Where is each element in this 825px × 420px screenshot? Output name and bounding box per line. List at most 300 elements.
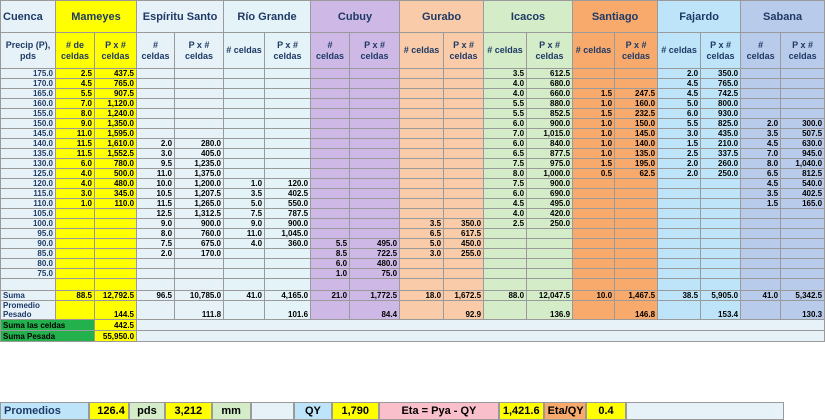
celdas-cell[interactable]: [400, 269, 444, 279]
px-cell[interactable]: 480.0: [95, 179, 137, 189]
px-cell[interactable]: 660.0: [527, 89, 573, 99]
px-cell[interactable]: 1,265.0: [175, 199, 224, 209]
px-cell[interactable]: [781, 249, 825, 259]
px-cell[interactable]: [527, 239, 573, 249]
empty-cell[interactable]: [400, 301, 444, 320]
celdas-cell[interactable]: [311, 149, 350, 159]
celdas-cell[interactable]: [573, 179, 615, 189]
celdas-cell[interactable]: 4.5: [741, 139, 781, 149]
px-cell[interactable]: [444, 159, 484, 169]
promedios-pds-value[interactable]: 126.4: [89, 402, 129, 420]
suma-cell[interactable]: 5,905.0: [701, 291, 741, 301]
celdas-cell[interactable]: 1.0: [573, 129, 615, 139]
celdas-cell[interactable]: [741, 99, 781, 109]
px-cell[interactable]: 145.0: [615, 129, 658, 139]
px-cell[interactable]: 840.0: [527, 139, 573, 149]
px-cell[interactable]: 550.0: [265, 199, 311, 209]
px-cell[interactable]: [265, 109, 311, 119]
celdas-cell[interactable]: 4.5: [741, 179, 781, 189]
header-celdas[interactable]: # celdas: [137, 33, 175, 69]
px-cell[interactable]: [444, 119, 484, 129]
precip-cell[interactable]: 130.0: [1, 159, 56, 169]
celdas-cell[interactable]: 6.0: [484, 189, 527, 199]
celdas-cell[interactable]: 3.0: [658, 129, 701, 139]
eta-value[interactable]: 1,421.6: [499, 402, 544, 420]
px-cell[interactable]: 617.5: [444, 229, 484, 239]
px-cell[interactable]: 787.5: [265, 209, 311, 219]
px-cell[interactable]: 140.0: [615, 139, 658, 149]
px-cell[interactable]: [615, 189, 658, 199]
celdas-cell[interactable]: [400, 109, 444, 119]
px-cell[interactable]: [527, 259, 573, 269]
px-cell[interactable]: [444, 109, 484, 119]
px-cell[interactable]: 500.0: [95, 169, 137, 179]
empty-cell[interactable]: [741, 279, 781, 291]
celdas-cell[interactable]: [224, 69, 265, 79]
px-cell[interactable]: 255.0: [444, 249, 484, 259]
px-cell[interactable]: [175, 69, 224, 79]
suma-cell[interactable]: 4,165.0: [265, 291, 311, 301]
px-cell[interactable]: [265, 99, 311, 109]
celdas-cell[interactable]: [311, 229, 350, 239]
precip-cell[interactable]: 100.0: [1, 219, 56, 229]
px-cell[interactable]: [527, 229, 573, 239]
px-cell[interactable]: 247.5: [615, 89, 658, 99]
header-celdas[interactable]: # celdas: [311, 33, 350, 69]
precip-cell[interactable]: 150.0: [1, 119, 56, 129]
celdas-cell[interactable]: [56, 229, 95, 239]
celdas-cell[interactable]: 5.0: [224, 199, 265, 209]
px-cell[interactable]: [175, 269, 224, 279]
empty-cell[interactable]: [484, 301, 527, 320]
celdas-cell[interactable]: [400, 99, 444, 109]
celdas-cell[interactable]: 6.5: [400, 229, 444, 239]
celdas-cell[interactable]: [573, 239, 615, 249]
px-cell[interactable]: 165.0: [781, 199, 825, 209]
px-cell[interactable]: 812.5: [781, 169, 825, 179]
px-cell[interactable]: 907.5: [95, 89, 137, 99]
celdas-cell[interactable]: [400, 209, 444, 219]
px-cell[interactable]: [701, 229, 741, 239]
celdas-cell[interactable]: 8.0: [741, 159, 781, 169]
header-precip[interactable]: Precip (P), pds: [1, 33, 56, 69]
px-cell[interactable]: 675.0: [175, 239, 224, 249]
px-cell[interactable]: 1,207.5: [175, 189, 224, 199]
celdas-cell[interactable]: [311, 119, 350, 129]
header-px[interactable]: P x # celdas: [781, 33, 825, 69]
header-celdas[interactable]: # celdas: [573, 33, 615, 69]
suma-celdas-value[interactable]: 442.5: [95, 320, 137, 331]
qy-value[interactable]: 1,790: [332, 402, 379, 420]
px-cell[interactable]: 900.0: [527, 179, 573, 189]
px-cell[interactable]: [265, 259, 311, 269]
celdas-cell[interactable]: [311, 129, 350, 139]
px-cell[interactable]: 765.0: [701, 79, 741, 89]
celdas-cell[interactable]: [741, 249, 781, 259]
celdas-cell[interactable]: [573, 209, 615, 219]
px-cell[interactable]: [701, 239, 741, 249]
empty-cell[interactable]: [527, 279, 573, 291]
px-cell[interactable]: 135.0: [615, 149, 658, 159]
celdas-cell[interactable]: [137, 119, 175, 129]
px-cell[interactable]: [95, 239, 137, 249]
celdas-cell[interactable]: 3.5: [484, 69, 527, 79]
px-cell[interactable]: [444, 99, 484, 109]
celdas-cell[interactable]: [400, 189, 444, 199]
promedio-label[interactable]: Promedio Pesado: [1, 301, 56, 320]
promedio-cell[interactable]: 153.4: [701, 301, 741, 320]
celdas-cell[interactable]: [400, 89, 444, 99]
px-cell[interactable]: 945.0: [781, 149, 825, 159]
pds-unit[interactable]: pds: [129, 402, 165, 420]
celdas-cell[interactable]: [658, 219, 701, 229]
px-cell[interactable]: [350, 179, 400, 189]
px-cell[interactable]: [781, 79, 825, 89]
empty-cell[interactable]: [444, 279, 484, 291]
px-cell[interactable]: 680.0: [527, 79, 573, 89]
px-cell[interactable]: [265, 269, 311, 279]
px-cell[interactable]: [350, 189, 400, 199]
px-cell[interactable]: [350, 79, 400, 89]
celdas-cell[interactable]: [400, 159, 444, 169]
px-cell[interactable]: 280.0: [175, 139, 224, 149]
px-cell[interactable]: [444, 129, 484, 139]
celdas-cell[interactable]: 4.0: [484, 209, 527, 219]
celdas-cell[interactable]: [573, 229, 615, 239]
celdas-cell[interactable]: [311, 199, 350, 209]
px-cell[interactable]: [444, 209, 484, 219]
celdas-cell[interactable]: 7.0: [484, 129, 527, 139]
celdas-cell[interactable]: [311, 99, 350, 109]
suma-cell[interactable]: 38.5: [658, 291, 701, 301]
px-cell[interactable]: 800.0: [701, 99, 741, 109]
celdas-cell[interactable]: 2.0: [741, 119, 781, 129]
px-cell[interactable]: [701, 259, 741, 269]
px-cell[interactable]: 1,040.0: [781, 159, 825, 169]
px-cell[interactable]: [265, 159, 311, 169]
celdas-cell[interactable]: [311, 89, 350, 99]
px-cell[interactable]: [701, 189, 741, 199]
px-cell[interactable]: [265, 89, 311, 99]
precip-cell[interactable]: 115.0: [1, 189, 56, 199]
px-cell[interactable]: 825.0: [701, 119, 741, 129]
px-cell[interactable]: 62.5: [615, 169, 658, 179]
celdas-cell[interactable]: [484, 229, 527, 239]
px-cell[interactable]: [615, 229, 658, 239]
px-cell[interactable]: 120.0: [265, 179, 311, 189]
precip-cell[interactable]: 165.0: [1, 89, 56, 99]
celdas-cell[interactable]: [573, 79, 615, 89]
empty-cell[interactable]: [311, 279, 350, 291]
celdas-cell[interactable]: [56, 249, 95, 259]
header-celdas[interactable]: # celdas: [400, 33, 444, 69]
suma-cell[interactable]: 1,772.5: [350, 291, 400, 301]
empty-cell[interactable]: [137, 301, 175, 320]
celdas-cell[interactable]: [56, 259, 95, 269]
px-cell[interactable]: [701, 199, 741, 209]
celdas-cell[interactable]: [400, 169, 444, 179]
empty-cell[interactable]: [658, 279, 701, 291]
celdas-cell[interactable]: [311, 109, 350, 119]
px-cell[interactable]: 350.0: [701, 69, 741, 79]
px-cell[interactable]: [350, 229, 400, 239]
px-cell[interactable]: 495.0: [527, 199, 573, 209]
empty-cell[interactable]: [311, 301, 350, 320]
px-cell[interactable]: [615, 209, 658, 219]
celdas-cell[interactable]: [658, 209, 701, 219]
suma-celdas-label[interactable]: Suma las celdas: [1, 320, 95, 331]
px-cell[interactable]: 780.0: [95, 159, 137, 169]
celdas-cell[interactable]: 1.0: [573, 149, 615, 159]
promedios-mm-value[interactable]: 3,212: [165, 402, 212, 420]
precip-cell[interactable]: 140.0: [1, 139, 56, 149]
px-cell[interactable]: 495.0: [350, 239, 400, 249]
header-px[interactable]: P x # celdas: [615, 33, 658, 69]
celdas-cell[interactable]: 12.5: [137, 209, 175, 219]
celdas-cell[interactable]: 2.5: [56, 69, 95, 79]
qy-label[interactable]: QY: [294, 402, 331, 420]
px-cell[interactable]: [350, 219, 400, 229]
px-cell[interactable]: [444, 69, 484, 79]
promedio-cell[interactable]: 92.9: [444, 301, 484, 320]
celdas-cell[interactable]: [484, 269, 527, 279]
celdas-cell[interactable]: 11.5: [56, 149, 95, 159]
precip-cell[interactable]: 85.0: [1, 249, 56, 259]
celdas-cell[interactable]: [484, 259, 527, 269]
celdas-cell[interactable]: [573, 199, 615, 209]
header-celdas[interactable]: # celdas: [741, 33, 781, 69]
px-cell[interactable]: [175, 129, 224, 139]
precip-cell[interactable]: 80.0: [1, 259, 56, 269]
px-cell[interactable]: 630.0: [781, 139, 825, 149]
px-cell[interactable]: [175, 259, 224, 269]
celdas-cell[interactable]: 8.0: [137, 229, 175, 239]
px-cell[interactable]: [265, 249, 311, 259]
px-cell[interactable]: 1,015.0: [527, 129, 573, 139]
celdas-cell[interactable]: [658, 189, 701, 199]
suma-cell[interactable]: 12,047.5: [527, 291, 573, 301]
celdas-cell[interactable]: [137, 79, 175, 89]
celdas-cell[interactable]: 10.0: [137, 179, 175, 189]
celdas-cell[interactable]: [311, 169, 350, 179]
celdas-cell[interactable]: [741, 269, 781, 279]
celdas-cell[interactable]: [484, 249, 527, 259]
promedio-cell[interactable]: 144.5: [95, 301, 137, 320]
precip-cell[interactable]: 155.0: [1, 109, 56, 119]
celdas-cell[interactable]: [573, 69, 615, 79]
celdas-cell[interactable]: [137, 129, 175, 139]
celdas-cell[interactable]: [658, 229, 701, 239]
celdas-cell[interactable]: [658, 199, 701, 209]
celdas-cell[interactable]: 7.0: [741, 149, 781, 159]
celdas-cell[interactable]: [741, 239, 781, 249]
precip-cell[interactable]: 170.0: [1, 79, 56, 89]
header-px[interactable]: P x # celdas: [175, 33, 224, 69]
celdas-cell[interactable]: [311, 209, 350, 219]
px-cell[interactable]: 1,000.0: [527, 169, 573, 179]
precip-cell[interactable]: 75.0: [1, 269, 56, 279]
px-cell[interactable]: [615, 219, 658, 229]
px-cell[interactable]: 852.5: [527, 109, 573, 119]
celdas-cell[interactable]: 2.5: [658, 149, 701, 159]
eta-qy-value[interactable]: 0.4: [586, 402, 627, 420]
celdas-cell[interactable]: 4.5: [658, 89, 701, 99]
celdas-cell[interactable]: 4.5: [56, 79, 95, 89]
eta-qy-label[interactable]: Eta/QY: [544, 402, 586, 420]
px-cell[interactable]: 1,375.0: [175, 169, 224, 179]
celdas-cell[interactable]: 3.0: [400, 249, 444, 259]
celdas-cell[interactable]: [400, 259, 444, 269]
px-cell[interactable]: [781, 109, 825, 119]
px-cell[interactable]: [781, 219, 825, 229]
celdas-cell[interactable]: [224, 159, 265, 169]
px-cell[interactable]: 437.5: [95, 69, 137, 79]
px-cell[interactable]: [615, 249, 658, 259]
px-cell[interactable]: [781, 209, 825, 219]
celdas-cell[interactable]: [741, 109, 781, 119]
celdas-cell[interactable]: 6.0: [484, 119, 527, 129]
celdas-cell[interactable]: [224, 99, 265, 109]
empty-cell[interactable]: [56, 279, 95, 291]
px-cell[interactable]: 760.0: [175, 229, 224, 239]
px-cell[interactable]: 480.0: [350, 259, 400, 269]
celdas-cell[interactable]: 6.0: [56, 159, 95, 169]
empty-cell[interactable]: [251, 402, 295, 420]
empty-cell[interactable]: [224, 301, 265, 320]
px-cell[interactable]: 150.0: [615, 119, 658, 129]
px-cell[interactable]: [615, 79, 658, 89]
px-cell[interactable]: [444, 169, 484, 179]
empty-cell[interactable]: [137, 279, 175, 291]
precip-cell[interactable]: 120.0: [1, 179, 56, 189]
celdas-cell[interactable]: [400, 139, 444, 149]
celdas-cell[interactable]: [311, 219, 350, 229]
celdas-cell[interactable]: [224, 109, 265, 119]
celdas-cell[interactable]: [573, 269, 615, 279]
suma-cell[interactable]: 41.0: [224, 291, 265, 301]
celdas-cell[interactable]: 1.5: [573, 89, 615, 99]
px-cell[interactable]: 900.0: [175, 219, 224, 229]
suma-cell[interactable]: 88.5: [56, 291, 95, 301]
promedios-label[interactable]: Promedios: [0, 402, 89, 420]
empty-cell[interactable]: [658, 301, 701, 320]
celdas-cell[interactable]: 0.5: [573, 169, 615, 179]
px-cell[interactable]: [615, 69, 658, 79]
celdas-cell[interactable]: [741, 259, 781, 269]
celdas-cell[interactable]: 1.0: [573, 119, 615, 129]
celdas-cell[interactable]: [56, 269, 95, 279]
celdas-cell[interactable]: [741, 229, 781, 239]
celdas-cell[interactable]: 1.0: [573, 99, 615, 109]
px-cell[interactable]: [175, 99, 224, 109]
px-cell[interactable]: [350, 69, 400, 79]
header-basin[interactable]: Sabana: [741, 1, 825, 33]
celdas-cell[interactable]: [400, 119, 444, 129]
celdas-cell[interactable]: [311, 139, 350, 149]
px-cell[interactable]: 300.0: [781, 119, 825, 129]
px-cell[interactable]: 345.0: [95, 189, 137, 199]
celdas-cell[interactable]: [224, 149, 265, 159]
header-basin[interactable]: Fajardo: [658, 1, 741, 33]
celdas-cell[interactable]: [224, 79, 265, 89]
px-cell[interactable]: [527, 269, 573, 279]
celdas-cell[interactable]: 4.0: [56, 179, 95, 189]
px-cell[interactable]: [615, 179, 658, 189]
px-cell[interactable]: 75.0: [350, 269, 400, 279]
empty-cell[interactable]: [137, 320, 825, 331]
empty-cell[interactable]: [400, 279, 444, 291]
celdas-cell[interactable]: [224, 89, 265, 99]
px-cell[interactable]: 402.5: [781, 189, 825, 199]
px-cell[interactable]: [350, 119, 400, 129]
header-celdas[interactable]: # celdas: [484, 33, 527, 69]
suma-cell[interactable]: 5,342.5: [781, 291, 825, 301]
px-cell[interactable]: 975.0: [527, 159, 573, 169]
empty-cell[interactable]: [781, 279, 825, 291]
suma-cell[interactable]: 41.0: [741, 291, 781, 301]
celdas-cell[interactable]: [137, 69, 175, 79]
suma-cell[interactable]: 10,785.0: [175, 291, 224, 301]
suma-cell[interactable]: 10.0: [573, 291, 615, 301]
px-cell[interactable]: [781, 69, 825, 79]
px-cell[interactable]: [265, 69, 311, 79]
header-px[interactable]: P x # celdas: [701, 33, 741, 69]
promedio-cell[interactable]: 136.9: [527, 301, 573, 320]
px-cell[interactable]: [350, 129, 400, 139]
px-cell[interactable]: 1,200.0: [175, 179, 224, 189]
px-cell[interactable]: [701, 269, 741, 279]
px-cell[interactable]: [781, 259, 825, 269]
header-basin[interactable]: Gurabo: [400, 1, 484, 33]
celdas-cell[interactable]: 4.0: [484, 79, 527, 89]
celdas-cell[interactable]: [400, 179, 444, 189]
suma-cell[interactable]: 12,792.5: [95, 291, 137, 301]
px-cell[interactable]: [265, 149, 311, 159]
px-cell[interactable]: [175, 79, 224, 89]
celdas-cell[interactable]: 6.5: [741, 169, 781, 179]
empty-cell[interactable]: [626, 402, 784, 420]
header-basin[interactable]: Mameyes: [56, 1, 137, 33]
px-cell[interactable]: [444, 149, 484, 159]
empty-cell[interactable]: [741, 301, 781, 320]
celdas-cell[interactable]: 6.5: [484, 149, 527, 159]
px-cell[interactable]: 402.5: [265, 189, 311, 199]
px-cell[interactable]: [350, 89, 400, 99]
px-cell[interactable]: [781, 229, 825, 239]
empty-cell[interactable]: [573, 301, 615, 320]
px-cell[interactable]: [175, 119, 224, 129]
px-cell[interactable]: [350, 149, 400, 159]
precip-cell[interactable]: 145.0: [1, 129, 56, 139]
celdas-cell[interactable]: 3.0: [56, 189, 95, 199]
celdas-cell[interactable]: [658, 259, 701, 269]
px-cell[interactable]: 612.5: [527, 69, 573, 79]
suma-pesada-value[interactable]: 55,950.0: [95, 331, 137, 342]
px-cell[interactable]: [265, 129, 311, 139]
px-cell[interactable]: [444, 189, 484, 199]
suma-pesada-label[interactable]: Suma Pesada: [1, 331, 95, 342]
px-cell[interactable]: [444, 79, 484, 89]
promedio-cell[interactable]: 111.8: [175, 301, 224, 320]
header-basin[interactable]: Río Grande: [224, 1, 311, 33]
celdas-cell[interactable]: 2.5: [484, 219, 527, 229]
celdas-cell[interactable]: 11.5: [137, 199, 175, 209]
px-cell[interactable]: [701, 209, 741, 219]
celdas-cell[interactable]: [573, 219, 615, 229]
px-cell[interactable]: 450.0: [444, 239, 484, 249]
celdas-cell[interactable]: 5.5: [658, 119, 701, 129]
px-cell[interactable]: [350, 139, 400, 149]
